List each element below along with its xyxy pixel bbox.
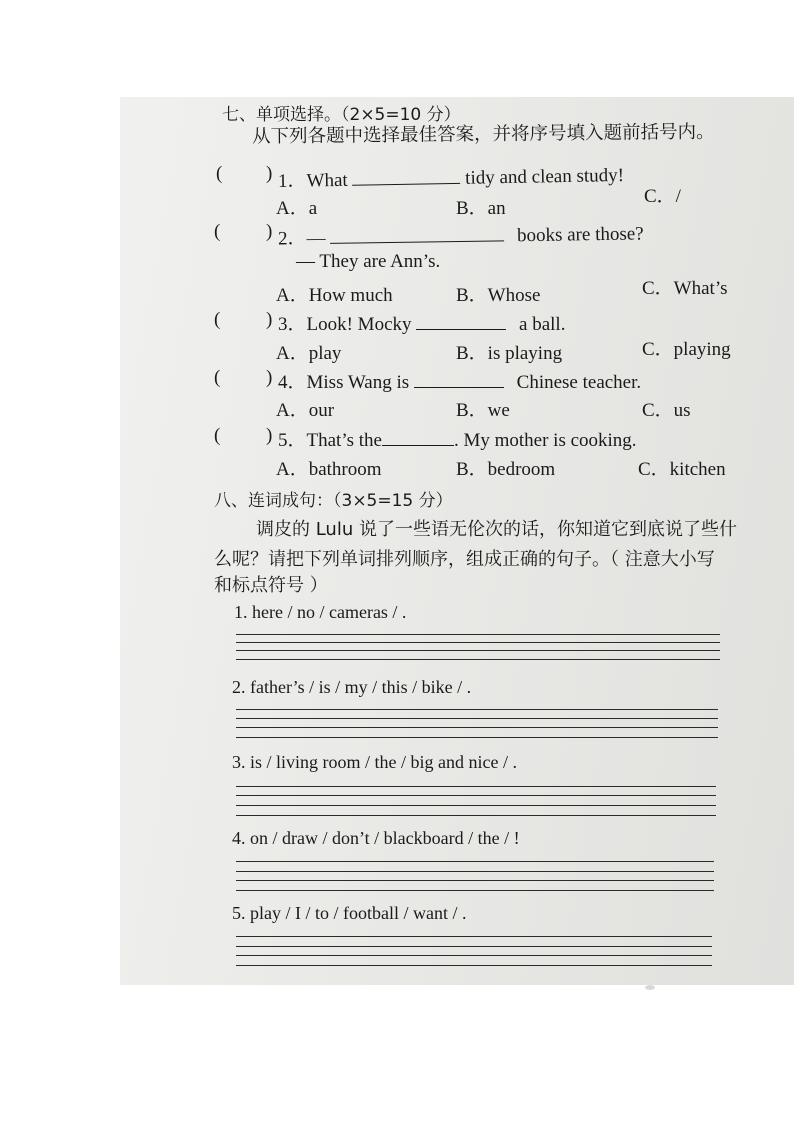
- q1-stem: [278, 160, 624, 193]
- reorder-item-5: 5. play / I / to / football / want / .: [232, 903, 467, 923]
- q5-paren-close: ): [266, 425, 273, 446]
- answer-line-1c[interactable]: [236, 650, 720, 651]
- q5-answer-blank[interactable]: [382, 427, 454, 446]
- q3-paren-close: ): [266, 309, 273, 330]
- q4-answer-blank[interactable]: [414, 369, 504, 388]
- q2-stem-post: books are those?: [516, 223, 644, 247]
- q3-option-c: C．playing: [642, 339, 731, 360]
- answer-line-4d[interactable]: [236, 890, 714, 891]
- answer-line-2d[interactable]: [236, 737, 718, 738]
- q1-option-c: C．/: [644, 186, 681, 207]
- q2-stem-pre: 2．—: [277, 227, 326, 250]
- section8-instruction-line2: 么呢？请把下列单词排列顺序，组成正确的句子。（ 注意大小写: [214, 549, 715, 570]
- answer-line-3c[interactable]: [236, 805, 716, 806]
- q1-stem-post: tidy and clean study!: [465, 164, 625, 189]
- q4-option-c: C．us: [642, 400, 691, 421]
- answer-line-3a[interactable]: [236, 786, 716, 787]
- q2-option-c: C．What’s: [642, 278, 728, 299]
- answer-line-5b[interactable]: [236, 946, 712, 947]
- q5-option-b: B．bedroom: [456, 459, 556, 480]
- reorder-item-1: 1. here / no / cameras / .: [234, 602, 407, 622]
- q4-option-b: B．we: [456, 400, 510, 421]
- q2-stem: [278, 218, 644, 250]
- q3-stem: [278, 309, 565, 336]
- answer-line-1d[interactable]: [236, 659, 720, 660]
- q4-stem-post: Chinese teacher.: [516, 372, 642, 393]
- q3-stem-pre: 3．Look! Mocky: [278, 314, 412, 335]
- answer-line-5d[interactable]: [236, 965, 712, 966]
- answer-line-3d[interactable]: [236, 815, 716, 816]
- answer-line-3b[interactable]: [236, 795, 716, 796]
- q2-option-a: A．How much: [276, 285, 393, 306]
- q5-option-c: C．kitchen: [638, 459, 726, 480]
- q5-stem: [278, 425, 637, 452]
- section8-instruction-line1: 调皮的 Lulu 说了一些语无伦次的话，你知道它到底说了些什: [256, 519, 737, 540]
- answer-line-4b[interactable]: [236, 871, 714, 872]
- answer-line-4c[interactable]: [236, 880, 714, 881]
- q5-stem-pre: 5．That’s the: [278, 430, 382, 451]
- q3-option-a: A．play: [276, 343, 342, 364]
- q1-paren-close: ): [266, 163, 273, 184]
- q1-paren-open: (: [216, 163, 223, 184]
- q4-paren-close: ): [266, 367, 273, 388]
- section8-title: 八、连词成句：（3×5=15 分）: [214, 491, 453, 511]
- q4-stem-pre: 4．Miss Wang is: [278, 372, 410, 393]
- q2-answer-blank[interactable]: [330, 222, 504, 243]
- q4-stem: [278, 367, 641, 394]
- section8-instruction-line3: 和标点符号 ）: [214, 575, 328, 596]
- q4-option-a: A．our: [276, 400, 335, 421]
- q2-reply: — They are Ann’s.: [296, 251, 441, 272]
- q5-stem-post: . My mother is cooking.: [453, 430, 637, 451]
- q5-option-a: A．bathroom: [276, 459, 382, 480]
- answer-line-2c[interactable]: [236, 727, 718, 728]
- answer-line-5c[interactable]: [236, 955, 712, 956]
- exam-paper-photo: [120, 97, 794, 985]
- reorder-item-2: 2. father’s / is / my / this / bike / .: [232, 677, 472, 697]
- answer-line-2b[interactable]: [236, 718, 718, 719]
- answer-line-5a[interactable]: [236, 936, 712, 937]
- q2-paren-close: ): [266, 221, 273, 242]
- q2-paren-open: (: [214, 221, 221, 242]
- reorder-item-4: 4. on / draw / don’t / blackboard / the / !: [232, 828, 520, 848]
- q5-paren-open: (: [214, 425, 221, 446]
- section7-instruction: 从下列各题中选择最佳答案，并将序号填入题前括号内。: [251, 121, 715, 148]
- reorder-item-3: 3. is / living room / the / big and nice / .: [232, 752, 517, 772]
- page-marker-dot: [645, 985, 655, 990]
- q3-answer-blank[interactable]: [416, 311, 506, 330]
- q3-paren-open: (: [214, 309, 221, 330]
- q2-option-b: B．Whose: [456, 285, 541, 306]
- answer-line-1a[interactable]: [236, 634, 720, 635]
- q3-option-b: B．is playing: [456, 343, 563, 364]
- answer-line-1b[interactable]: [236, 642, 720, 643]
- q1-option-b: B．an: [456, 198, 506, 219]
- q4-paren-open: (: [214, 367, 221, 388]
- q3-stem-post: a ball.: [519, 314, 566, 335]
- answer-line-2a[interactable]: [236, 709, 718, 710]
- q1-option-a: A．a: [276, 198, 318, 219]
- answer-line-4a[interactable]: [236, 861, 714, 862]
- q1-stem-pre: 1．What: [277, 169, 348, 193]
- q1-answer-blank[interactable]: [352, 165, 460, 186]
- section7-title: 七、单项选择。（2×5=10 分）: [222, 105, 461, 125]
